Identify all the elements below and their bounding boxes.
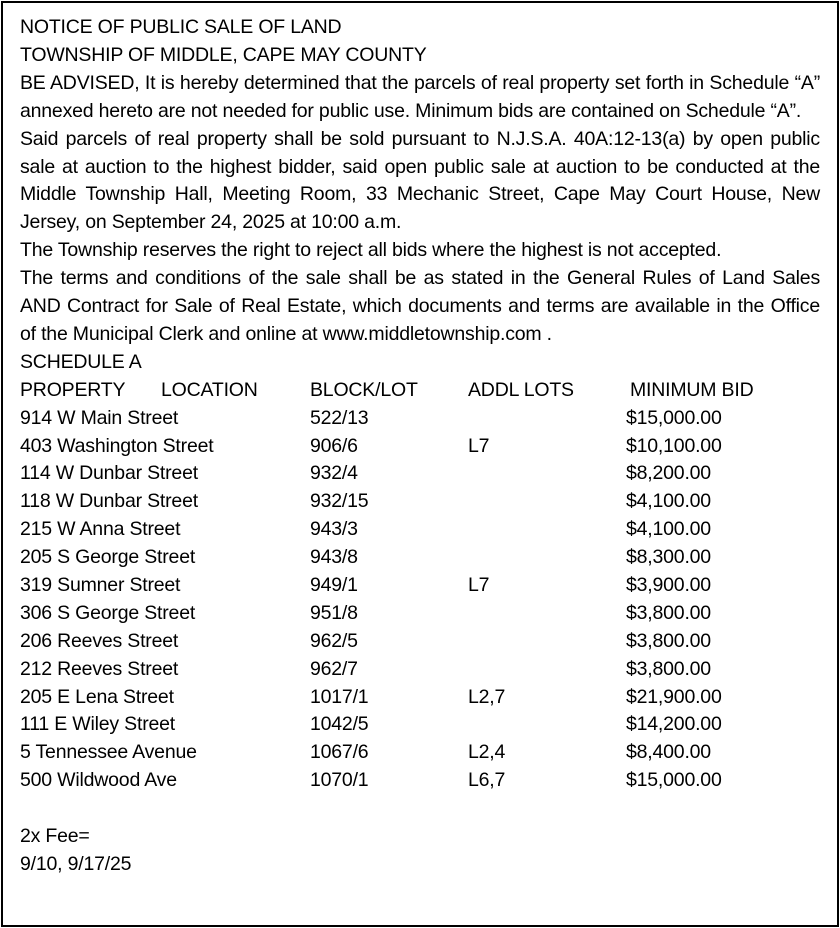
table-row bbox=[20, 544, 820, 572]
property-addl-lots: L7 bbox=[468, 574, 490, 597]
table-row bbox=[20, 767, 820, 795]
table-row bbox=[20, 460, 820, 488]
property-minimum-bid: $3,800.00 bbox=[626, 657, 711, 680]
table-row bbox=[20, 711, 820, 739]
property-location: 111 E Wiley Street bbox=[20, 713, 175, 736]
property-addl-lots: L2,4 bbox=[468, 741, 506, 764]
property-block-lot: 932/4 bbox=[310, 462, 358, 485]
table-row bbox=[20, 600, 820, 628]
notice-title: NOTICE OF PUBLIC SALE OF LAND bbox=[20, 16, 342, 38]
property-minimum-bid: $14,200.00 bbox=[626, 713, 722, 736]
property-block-lot: 943/8 bbox=[310, 546, 358, 569]
property-location: 215 W Anna Street bbox=[20, 518, 181, 541]
header-minimum-bid: MINIMUM BID bbox=[630, 378, 754, 401]
header-addl-lots: ADDL LOTS bbox=[468, 378, 574, 401]
property-location: 403 Washington Street bbox=[20, 434, 214, 457]
property-block-lot: 1070/1 bbox=[310, 769, 369, 792]
table-row bbox=[20, 488, 820, 516]
table-row bbox=[20, 433, 820, 461]
schedule-title: SCHEDULE A bbox=[20, 350, 142, 373]
property-location: 914 W Main Street bbox=[20, 406, 179, 429]
table-row bbox=[20, 628, 820, 656]
property-block-lot: 949/1 bbox=[310, 574, 358, 597]
footer-dates: 9/10, 9/17/25 bbox=[20, 852, 132, 875]
property-addl-lots: L6,7 bbox=[468, 769, 506, 792]
property-location: 206 Reeves Street bbox=[20, 629, 179, 652]
notice-township: TOWNSHIP OF MIDDLE, CAPE MAY COUNTY bbox=[20, 43, 427, 66]
property-location: 205 S George Street bbox=[20, 546, 196, 569]
property-minimum-bid: $21,900.00 bbox=[626, 685, 722, 708]
schedule-rows bbox=[20, 405, 820, 795]
property-block-lot: 1042/5 bbox=[310, 713, 369, 736]
notice-paragraph-advised: BE ADVISED, It is hereby determined that the parcels of real property set forth in Schedule “A” annexed hereto are not needed for public use. Minimum bids are contained on Schedule “A”. bbox=[20, 71, 820, 122]
property-block-lot: 906/6 bbox=[310, 434, 358, 457]
property-location: 118 W Dunbar Street bbox=[20, 490, 198, 513]
header-property: PROPERTY bbox=[20, 378, 126, 401]
property-block-lot: 522/13 bbox=[310, 406, 369, 429]
table-row bbox=[20, 516, 820, 544]
property-block-lot: 943/3 bbox=[310, 518, 358, 541]
table-row bbox=[20, 405, 820, 433]
property-minimum-bid: $8,400.00 bbox=[626, 741, 711, 764]
property-block-lot: 1067/6 bbox=[310, 741, 369, 764]
property-addl-lots: L7 bbox=[468, 434, 490, 457]
property-block-lot: 1017/1 bbox=[310, 685, 369, 708]
notice-paragraph-conditions: The terms and conditions of the sale shall be as stated in the General Rules of Land Sales AND Contract for Sale of Real Estate, which documents and terms are available in the Office of the Municipal Clerk and online at www.middletownship.com . bbox=[20, 267, 820, 345]
property-location: 306 S George Street bbox=[20, 601, 196, 624]
schedule-header-row bbox=[20, 377, 820, 405]
property-location: 205 E Lena Street bbox=[20, 685, 174, 708]
table-row bbox=[20, 739, 820, 767]
property-block-lot: 962/5 bbox=[310, 629, 358, 652]
property-block-lot: 932/15 bbox=[310, 490, 369, 513]
property-minimum-bid: $8,300.00 bbox=[626, 546, 711, 569]
property-location: 319 Sumner Street bbox=[20, 574, 181, 597]
property-minimum-bid: $15,000.00 bbox=[626, 406, 722, 429]
footer-fee: 2x Fee= bbox=[20, 825, 90, 848]
property-location: 114 W Dunbar Street bbox=[20, 462, 198, 485]
property-minimum-bid: $15,000.00 bbox=[626, 769, 722, 792]
property-minimum-bid: $3,900.00 bbox=[626, 574, 711, 597]
property-block-lot: 951/8 bbox=[310, 601, 358, 624]
property-location: 212 Reeves Street bbox=[20, 657, 179, 680]
property-minimum-bid: $8,200.00 bbox=[626, 462, 711, 485]
property-addl-lots: L2,7 bbox=[468, 685, 506, 708]
property-block-lot: 962/7 bbox=[310, 657, 358, 680]
property-minimum-bid: $3,800.00 bbox=[626, 629, 711, 652]
property-location: 5 Tennessee Avenue bbox=[20, 741, 197, 764]
header-block-lot: BLOCK/LOT bbox=[310, 378, 418, 401]
property-minimum-bid: $4,100.00 bbox=[626, 518, 711, 541]
property-minimum-bid: $3,800.00 bbox=[626, 601, 711, 624]
table-row bbox=[20, 656, 820, 684]
public-notice bbox=[20, 14, 820, 879]
property-minimum-bid: $10,100.00 bbox=[626, 434, 722, 457]
notice-paragraph-reject-bids: The Township reserves the right to reject all bids where the highest is not accepted. bbox=[20, 239, 722, 262]
property-location: 500 Wildwood Ave bbox=[20, 769, 177, 792]
property-minimum-bid: $4,100.00 bbox=[626, 490, 711, 513]
footer-spacer bbox=[20, 795, 820, 823]
header-location: LOCATION bbox=[161, 378, 258, 401]
table-row bbox=[20, 572, 820, 600]
table-row bbox=[20, 684, 820, 712]
notice-paragraph-sale-terms: Said parcels of real property shall be sold pursuant to N.J.S.A. 40A:12-13(a) by open public sale at auction to the highest bidder, said open public sale at auction to be conducted at the Middle Township Hall, Meeting Room, 33 Mechanic Street, Cape May Court House, New Jersey, on September 24, 2025 at 10:00 a.m. bbox=[20, 127, 820, 234]
schedule-table bbox=[20, 377, 820, 795]
